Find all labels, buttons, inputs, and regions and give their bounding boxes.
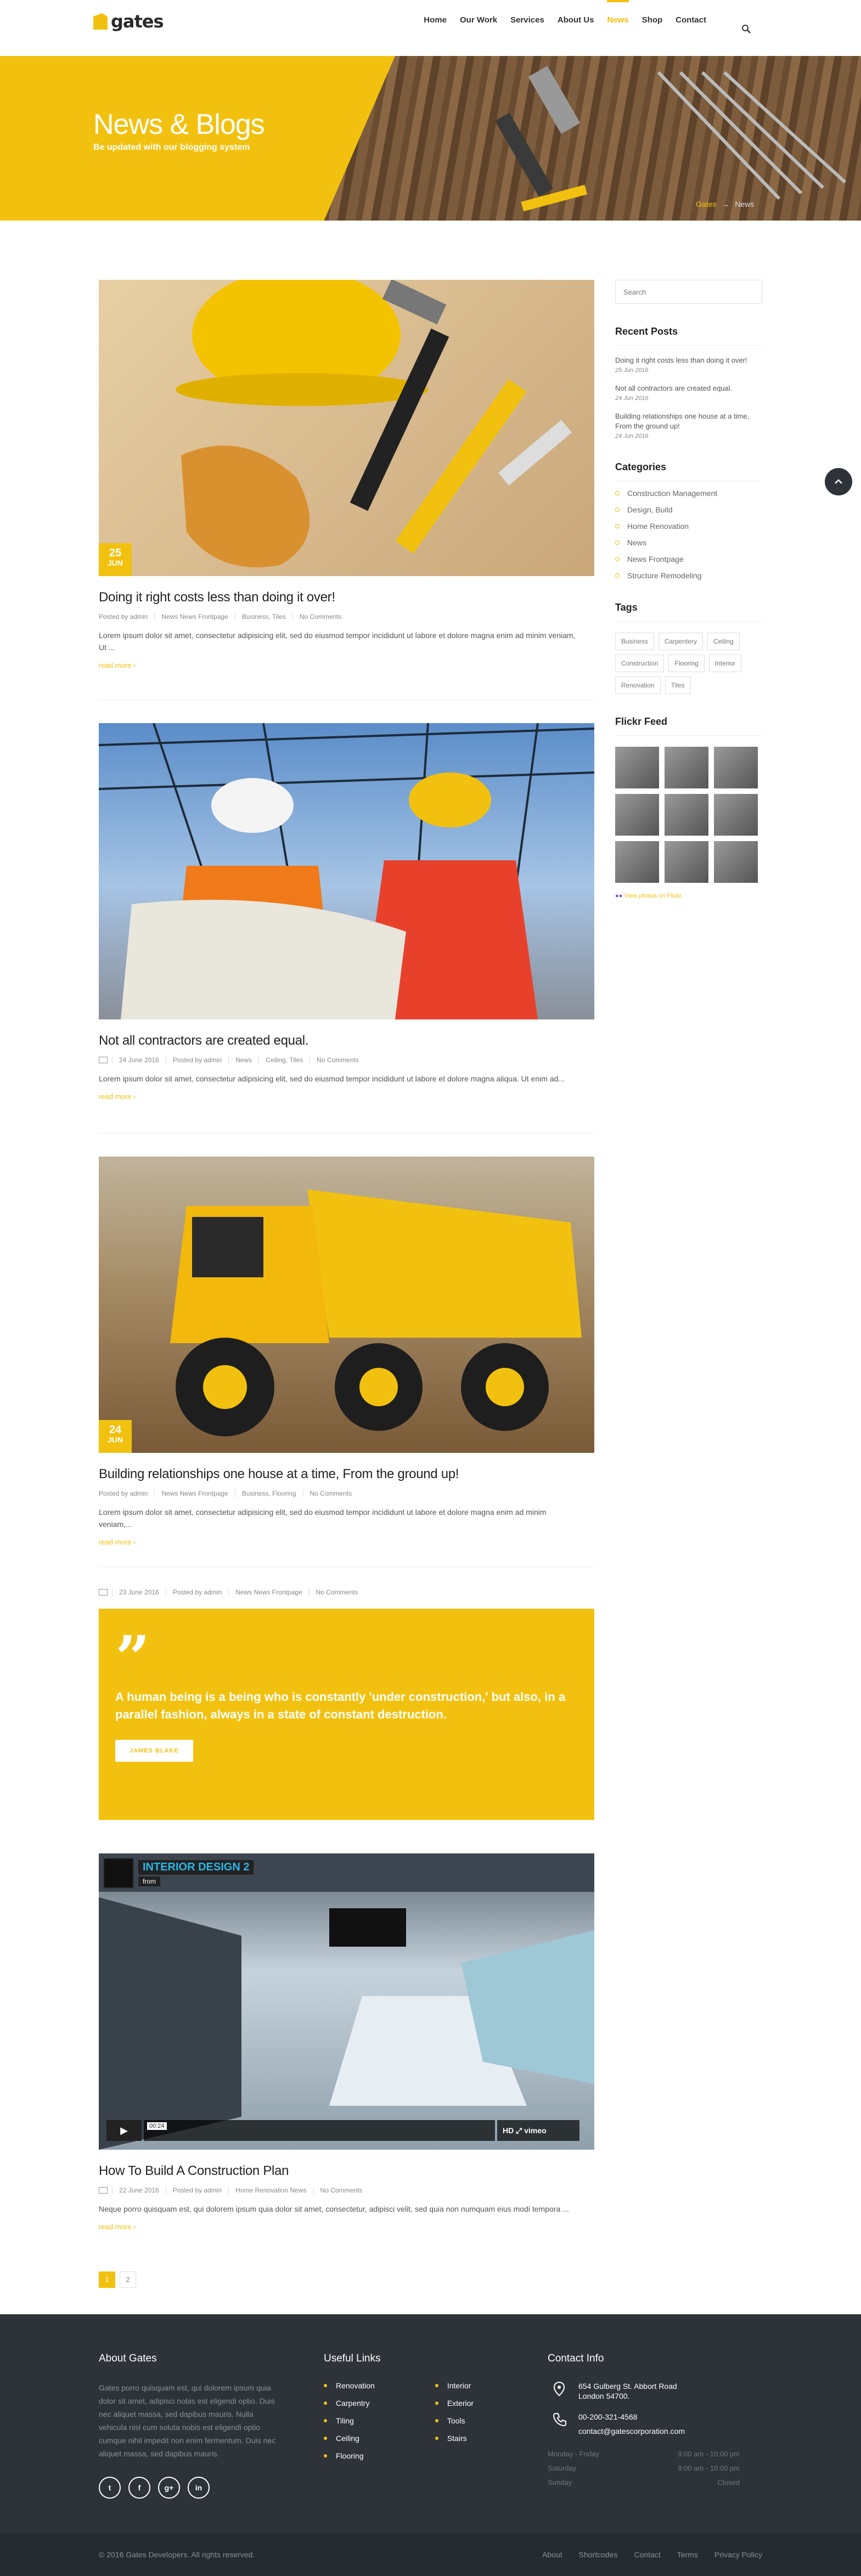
post-author[interactable]: Posted by admin <box>99 1490 148 1497</box>
hours-time: 9:00 am - 10:00 pm <box>678 2464 740 2472</box>
post-tags[interactable]: Business, Flooring <box>235 1490 303 1497</box>
breadcrumb <box>696 200 754 208</box>
post-author[interactable]: Posted by admin <box>166 1588 228 1596</box>
hard-hat-tools-image <box>99 280 594 576</box>
post-excerpt: Lorem ipsum dolor sit amet, consectetur adipisicing elit, sed do eiusmod tempor incididunt ut labore et dolore magna enim ad minim veniam,... <box>99 1508 547 1529</box>
post-category[interactable]: News News Frontpage <box>154 613 234 621</box>
video-header <box>103 1858 254 1889</box>
flickr-photo[interactable] <box>615 794 659 836</box>
tools-illustration <box>307 56 861 221</box>
flickr-link[interactable] <box>615 893 762 899</box>
quote-author[interactable]: JAMES BLAKE <box>115 1740 193 1762</box>
post-comments[interactable]: No Comments <box>309 1056 365 1064</box>
contractors-image <box>99 723 594 1019</box>
recent-post-date: 24 Jun 2016 <box>615 433 649 439</box>
footer-about-text: Gates porro quisquam est, qui dolorem ipsum quia dolor sit amet, adipisci nobis est eligendi optio. Duis nec aliquet massa, sed dapibus mauris. Nulla vehicula nisl cum soluta nobis est eligendi optio cumque nihil impedit non enim fermentum. Duis nec aliquet massa, sed dapibus mauris. <box>99 2383 276 2458</box>
blog-post <box>99 1853 594 2231</box>
logo[interactable] <box>93 11 164 32</box>
post-category[interactable]: News <box>228 1056 258 1064</box>
post-comments[interactable]: No Comments <box>303 1490 359 1497</box>
hours-row <box>548 2461 740 2476</box>
post-excerpt: Lorem ipsum dolor sit amet, consectetur adipisicing elit, sed do eiusmod tempor incididunt ut labore et dolore magna enim ad minim veniam, Ut ... <box>99 631 576 652</box>
nav-our-work[interactable]: Our Work <box>459 15 498 25</box>
post-comments[interactable]: No Comments <box>292 613 348 621</box>
footer-contact <box>548 2353 740 2490</box>
post-image[interactable] <box>99 1157 594 1453</box>
location-pin-icon <box>553 2381 565 2397</box>
bottom-link-privacy[interactable]: Privacy Policy <box>714 2550 762 2559</box>
flickr-photo[interactable] <box>665 794 708 836</box>
bottom-links <box>542 2550 762 2559</box>
vimeo-logo-icon[interactable]: HD ⤢ vimeo <box>497 2120 579 2141</box>
post-tags[interactable]: Business, Tiles <box>235 613 292 621</box>
tag-link[interactable]: Flooring <box>668 655 704 672</box>
post-title[interactable]: How To Build A Construction Plan <box>99 2163 289 2178</box>
interior-design-video-frame <box>99 1853 594 2150</box>
post-excerpt: Neque porro quisquam est, qui dolorem ipsum quia dolor sit amet, consectetur, adipisci velit, sed quia non numquam eius modi tempora ... <box>99 2205 569 2213</box>
tag-link[interactable]: Business <box>615 633 654 650</box>
hours-time: Closed <box>717 2478 740 2487</box>
quote-format-icon <box>99 1589 108 1596</box>
footer-link[interactable]: Exterior <box>435 2399 474 2408</box>
tag-link[interactable]: Construction <box>615 655 664 672</box>
footer-link[interactable]: Tools <box>435 2416 474 2425</box>
facebook-icon[interactable]: f <box>128 2477 150 2499</box>
hours-time: 9:00 am - 10:00 pm <box>678 2450 740 2458</box>
footer-address <box>548 2381 740 2401</box>
post-date: 24 June 2016 <box>112 1056 166 1064</box>
category-link[interactable]: Design, Build <box>615 505 762 514</box>
post-meta <box>99 1490 594 1497</box>
footer-link[interactable]: Ceiling <box>324 2434 375 2443</box>
search-icon[interactable] <box>741 24 751 34</box>
read-more-link[interactable]: read more › <box>99 1538 136 1546</box>
tag-cloud <box>615 633 762 694</box>
date-badge <box>99 1420 132 1453</box>
play-icon[interactable]: ▶ <box>106 2120 142 2141</box>
post-comments[interactable]: No Comments <box>309 1588 365 1596</box>
category-link[interactable]: Construction Management <box>615 489 762 498</box>
social-links <box>99 2477 280 2499</box>
page-2[interactable]: 2 <box>120 2271 136 2288</box>
recent-post-title[interactable]: Not all contractors are created equal. <box>615 384 733 392</box>
flickr-photo[interactable] <box>714 747 758 788</box>
breadcrumb-current: News <box>735 200 755 208</box>
tag-link[interactable]: Tiles <box>665 677 691 694</box>
dump-truck-image <box>99 1157 594 1453</box>
phone-text[interactable]: 00-200-321-4568 <box>578 2412 638 2421</box>
tag-link[interactable]: Renovation <box>615 677 661 694</box>
channel-avatar[interactable] <box>103 1858 134 1889</box>
footer-link[interactable]: Stairs <box>435 2434 474 2443</box>
pagination <box>99 2271 136 2288</box>
chevron-up-icon <box>825 468 852 495</box>
hours-row <box>548 2476 740 2490</box>
sidebar-search-input[interactable] <box>615 280 762 304</box>
flickr-link-text[interactable]: View photos on Flickr <box>624 893 682 899</box>
date-day: 24 <box>109 1424 122 1436</box>
recent-post-title[interactable]: Building relationships one house at a time, From the ground up! <box>615 412 750 430</box>
blog-post <box>99 1157 594 1546</box>
tag-link[interactable]: Interior <box>709 655 741 672</box>
breadcrumb-home[interactable]: Gates <box>696 200 717 208</box>
video-controls <box>106 2120 579 2141</box>
post-author[interactable]: Posted by admin <box>166 1056 228 1064</box>
post-meta <box>99 1588 594 1596</box>
post-title[interactable]: Not all contractors are created equal. <box>99 1033 309 1048</box>
flickr-title: Flickr Feed <box>615 716 762 736</box>
image-format-icon <box>99 1057 108 1063</box>
recent-post[interactable] <box>615 412 762 439</box>
bottom-link-shortcodes[interactable]: Shortcodes <box>578 2550 618 2559</box>
site-footer <box>0 2314 861 2534</box>
recent-post-title[interactable]: Doing it right costs less than doing it over! <box>615 356 747 364</box>
scroll-top-button[interactable] <box>825 468 852 495</box>
recent-post[interactable] <box>615 384 762 402</box>
read-more-link[interactable]: read more › <box>99 1092 136 1101</box>
post-image[interactable] <box>99 280 594 576</box>
categories-title: Categories <box>615 461 762 481</box>
page-title: News & Blogs <box>93 109 265 140</box>
quote-icon: ” <box>115 1622 150 1693</box>
footer-link[interactable]: Tiling <box>324 2416 375 2425</box>
hours-day: Sunday <box>548 2478 572 2487</box>
footer-contact-title: Contact Info <box>548 2353 604 2364</box>
tag-link[interactable]: Ceiling <box>707 633 740 650</box>
phone-icon <box>552 2412 567 2427</box>
post-date: 22 June 2016 <box>112 2186 166 2194</box>
post-category[interactable]: Home Renovation News <box>228 2186 313 2194</box>
nav-about-us[interactable]: About Us <box>557 15 594 25</box>
bottom-link-terms[interactable]: Terms <box>677 2550 698 2559</box>
nav-services[interactable]: Services <box>510 15 544 25</box>
quote-post <box>99 1588 594 1596</box>
video-format-icon <box>99 2187 108 2194</box>
logo-icon <box>93 13 108 30</box>
video-title[interactable]: INTERIOR DESIGN 2 <box>138 1860 254 1875</box>
recent-posts-title: Recent Posts <box>615 326 762 346</box>
read-more-link[interactable]: read more › <box>99 661 136 669</box>
divider <box>99 1133 594 1134</box>
footer-link[interactable]: Renovation <box>324 2381 375 2390</box>
google-plus-icon[interactable]: g+ <box>158 2477 180 2499</box>
address-text: 654 Gulberg St. Abbort Road London 54700. <box>578 2382 677 2400</box>
quote-block <box>99 1609 594 1820</box>
main-nav <box>417 0 713 56</box>
nav-shop[interactable]: Shop <box>641 15 663 25</box>
post-meta <box>99 1056 594 1064</box>
video-from: from <box>138 1876 160 1886</box>
bottom-link-contact[interactable]: Contact <box>634 2550 661 2559</box>
site-header <box>0 0 861 56</box>
footer-links <box>324 2353 474 2469</box>
opening-hours <box>548 2447 740 2490</box>
email-text[interactable]: contact@gatescorporation.com <box>578 2427 685 2436</box>
sidebar <box>615 280 762 899</box>
hours-row <box>548 2447 740 2461</box>
linkedin-icon[interactable]: in <box>188 2477 210 2499</box>
post-date: 23 June 2016 <box>112 1588 166 1596</box>
date-day: 25 <box>109 547 122 559</box>
post-comments[interactable]: No Comments <box>313 2186 369 2194</box>
flickr-photo[interactable] <box>615 841 659 883</box>
post-category[interactable]: News News Frontpage <box>154 1490 234 1497</box>
post-excerpt: Lorem ipsum dolor sit amet, consectetur adipisicing elit, sed do eiusmod tempor incididunt ut labore et dolore magna aliqua. Ut enim ad... <box>99 1074 565 1083</box>
divider <box>99 1566 594 1567</box>
recent-post-date: 25 Jun 2016 <box>615 367 649 374</box>
flickr-photo[interactable] <box>665 747 708 788</box>
footer-about <box>99 2353 280 2499</box>
flickr-photo[interactable] <box>714 794 758 836</box>
category-link[interactable]: Home Renovation <box>615 522 762 531</box>
date-badge <box>99 543 132 576</box>
category-link[interactable]: News Frontpage <box>615 555 762 563</box>
flickr-photo[interactable] <box>615 747 659 788</box>
twitter-icon[interactable]: t <box>99 2477 121 2499</box>
logo-text: gates <box>111 11 164 32</box>
footer-links-title: Useful Links <box>324 2353 381 2364</box>
post-tags[interactable]: Ceiling, Tiles <box>258 1056 309 1064</box>
date-month: JUN <box>107 559 123 567</box>
category-link[interactable]: Structure Remodeling <box>615 571 762 580</box>
blog-post <box>99 280 594 669</box>
quote-text: A human being is a being who is constantly 'under construction,' but also, in a parallel fashion, always in a state of constant destruction. <box>115 1690 566 1721</box>
tag-link[interactable]: Carpentery <box>659 633 703 650</box>
hours-day: Saturday <box>548 2464 577 2472</box>
post-image[interactable] <box>99 723 594 1019</box>
copyright-text: © 2016 Gates Developers. All rights reserved. <box>99 2550 255 2559</box>
flickr-photo[interactable] <box>665 841 708 883</box>
post-category[interactable]: News News Frontpage <box>228 1588 308 1596</box>
recent-post-date: 24 Jun 2016 <box>615 395 649 402</box>
copyright-bar <box>0 2534 861 2576</box>
post-author[interactable]: Posted by admin <box>166 2186 228 2194</box>
footer-link[interactable]: Interior <box>435 2381 474 2390</box>
date-month: JUN <box>107 1435 123 1444</box>
video-progress-bar[interactable] <box>144 2120 495 2141</box>
video-time: 00:24 <box>147 2122 167 2130</box>
read-more-link[interactable]: read more › <box>99 2223 136 2231</box>
category-link[interactable]: News <box>615 538 762 547</box>
flickr-grid <box>615 747 762 883</box>
post-title[interactable]: Doing it right costs less than doing it over! <box>99 590 335 605</box>
nav-contact[interactable]: Contact <box>676 15 706 25</box>
breadcrumb-arrow-icon: → <box>722 200 730 208</box>
footer-about-title: About Gates <box>99 2353 157 2364</box>
post-author[interactable]: Posted by admin <box>99 613 148 621</box>
hours-day: Monday - Friday <box>548 2450 599 2458</box>
nav-home[interactable]: Home <box>424 15 447 25</box>
banner-background-image <box>307 56 861 221</box>
flickr-icon: ●● <box>615 893 623 899</box>
video-player[interactable] <box>99 1853 594 2150</box>
page-subtitle: Be updated with our blogging system <box>93 143 250 152</box>
tags-title: Tags <box>615 602 762 622</box>
post-title[interactable]: Building relationships one house at a time, From the ground up! <box>99 1467 459 1481</box>
post-meta <box>99 613 594 621</box>
footer-link[interactable]: Flooring <box>324 2451 375 2460</box>
page-banner <box>0 56 861 221</box>
footer-link[interactable]: Carpentry <box>324 2399 375 2408</box>
page-1[interactable]: 1 <box>99 2271 115 2288</box>
bottom-link-about[interactable]: About <box>542 2550 562 2559</box>
footer-phone-email <box>548 2412 740 2436</box>
blog-post <box>99 723 594 1101</box>
flickr-photo[interactable] <box>714 841 758 883</box>
recent-post[interactable] <box>615 356 762 374</box>
post-meta <box>99 2186 594 2194</box>
nav-news[interactable]: News <box>600 0 635 56</box>
